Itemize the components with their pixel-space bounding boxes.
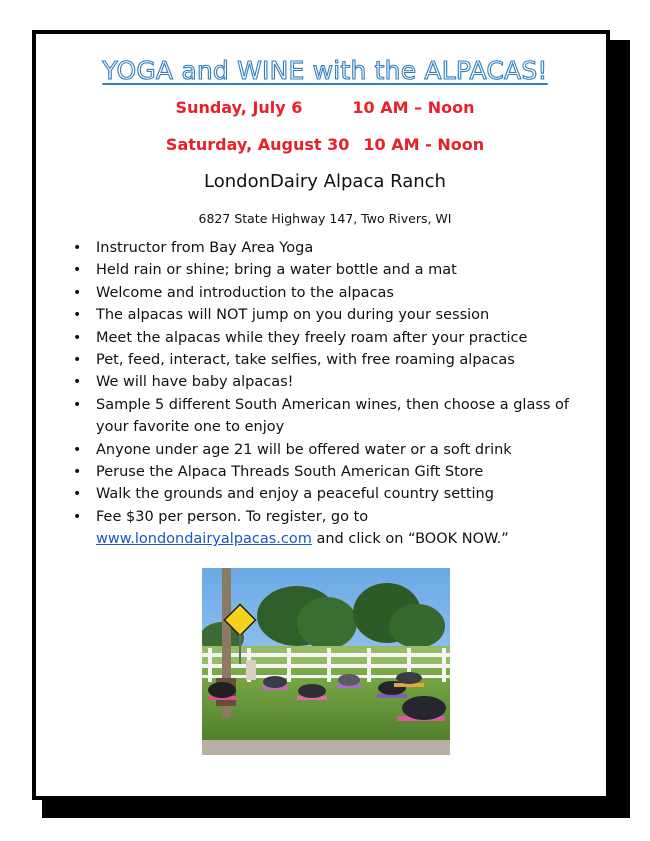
- event-date-2-day: Saturday, August 30: [165, 135, 350, 154]
- list-item: • We will have baby alpacas!: [96, 371, 588, 393]
- list-item: • Instructor from Bay Area Yoga: [96, 237, 588, 259]
- website-link[interactable]: www.londondairyalpacas.com: [96, 531, 312, 548]
- event-date-1-day: Sunday, July 6: [175, 98, 303, 117]
- event-date-1: [0, 98, 650, 117]
- list-item-register: [96, 506, 588, 551]
- list-item: • Peruse the Alpaca Threads South American Gift Store: [96, 461, 588, 483]
- list-item: • Welcome and introduction to the alpacas: [96, 282, 588, 304]
- register-prefix: Fee $30 per person. To register, go to: [96, 508, 369, 525]
- event-date-2-time: 10 AM - Noon: [363, 135, 485, 154]
- list-item: • Sample 5 different South American wines, then choose a glass of your favorite one to enjoy: [96, 394, 588, 439]
- yoga-with-alpacas-photo: [202, 568, 450, 755]
- event-date-1-time: 10 AM – Noon: [352, 98, 475, 117]
- venue-name: LondonDairy Alpaca Ranch: [204, 171, 446, 192]
- event-date-2: [0, 135, 650, 154]
- list-item: • Pet, feed, interact, take selfies, with free roaming alpacas: [96, 349, 588, 371]
- flyer-title: YOGA and WINE with the ALPACAS!: [102, 56, 548, 85]
- list-item: • Held rain or shine; bring a water bottle and a mat: [96, 259, 588, 281]
- list-item: • The alpacas will NOT jump on you during your session: [96, 304, 588, 326]
- list-item: • Meet the alpacas while they freely roam after your practice: [96, 327, 588, 349]
- details-list: [96, 237, 588, 551]
- list-item: • Anyone under age 21 will be offered water or a soft drink: [96, 439, 588, 461]
- register-suffix: and click on “BOOK NOW.”: [316, 531, 509, 548]
- venue-address: 6827 State Highway 147, Two Rivers, WI: [198, 211, 452, 226]
- list-item: • Walk the grounds and enjoy a peaceful country setting: [96, 483, 588, 505]
